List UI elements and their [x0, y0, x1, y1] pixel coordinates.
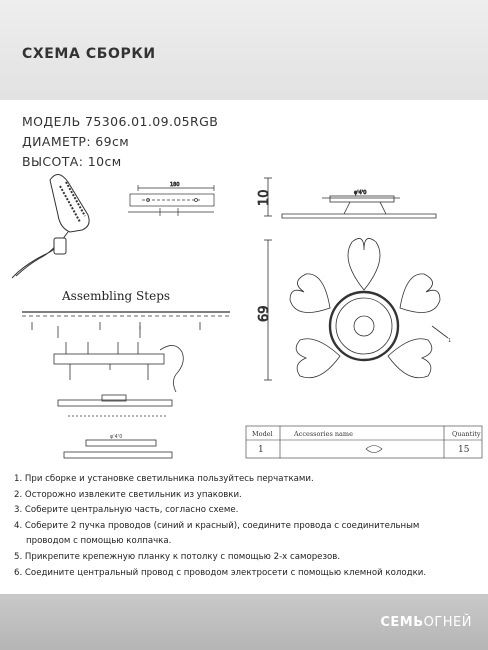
height-dim-label: 10 — [257, 189, 272, 206]
instruction-step: 5. Прикрепите крепежную планку к потолку с помощью 2-х саморезов. — [14, 551, 341, 562]
table-cell-model: 1 — [258, 445, 264, 455]
diameter-spec: ДИАМЕТР: 69см — [22, 134, 130, 149]
instruction-step: 2. Осторожно извлеките светильник из упаковки. — [14, 489, 242, 500]
callout-label: 1 — [448, 338, 452, 344]
brand-logo — [380, 615, 472, 630]
diameter-dim-label: 69 — [257, 305, 272, 322]
side-view — [257, 178, 436, 218]
assembling-steps-title: Assembling Steps — [62, 289, 171, 303]
footer-bar — [0, 594, 488, 650]
chandelier-top-view — [257, 238, 451, 380]
accessory-crystal-icon — [366, 446, 382, 453]
instruction-step: 1. При сборке и установке светильника пользуйтесь перчатками. — [14, 474, 314, 484]
table-header-model: Model — [252, 430, 273, 438]
model-spec: МОДЕЛЬ 75306.01.09.05RGB — [22, 114, 219, 129]
table-cell-quantity: 15 — [458, 445, 470, 455]
page-title: СХЕМА СБОРКИ — [22, 46, 156, 62]
instruction-step: 3. Соберите центральную часть, согласно схеме. — [14, 505, 239, 516]
ceiling-diagram — [22, 289, 230, 458]
table-header-accessories: Accessories name — [294, 430, 353, 438]
bracket-top-view — [128, 182, 214, 216]
instruction-list — [14, 472, 482, 581]
instruction-step-continuation: проводом с помощью колпачка. — [26, 536, 172, 547]
instruction-step: 4. Соберите 2 пучка проводов (синий и красный), соедините провода с соединительным — [14, 520, 420, 531]
side-plate-dim: φ'4'0 — [354, 190, 367, 196]
height-spec: ВЫСОТА: 10см — [22, 154, 122, 169]
table-header-quantity: Quantity — [452, 430, 481, 438]
brand-bold: СЕМЬ — [380, 615, 424, 630]
accessories-table — [246, 426, 482, 458]
top-dim-label: 180 — [170, 182, 180, 188]
bottom-plate-dim: φ'4'0 — [110, 434, 123, 440]
instruction-step: 6. Соедините центральный провод с проводом электросети с помощью клемной колодки. — [14, 567, 427, 578]
wire-connector-illustration — [12, 174, 89, 278]
brand-light: ОГНЕЙ — [423, 615, 472, 630]
